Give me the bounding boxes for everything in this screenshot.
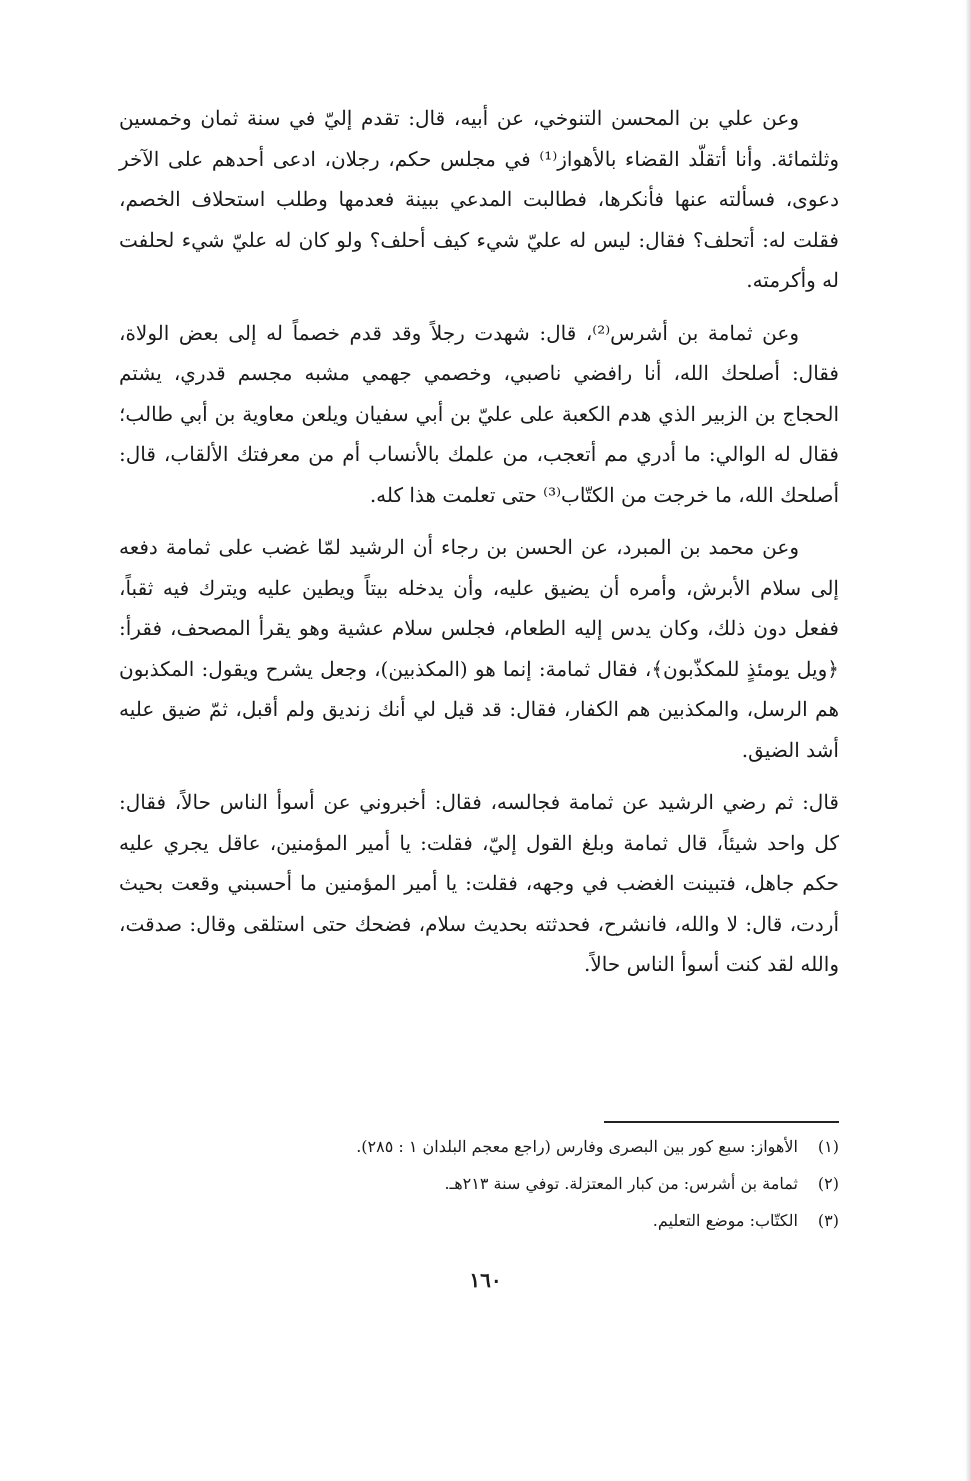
main-text	[119, 98, 839, 997]
paragraph-4: قال: ثم رضي الرشيد عن ثمامة فجالسه، فقال: أخبروني عن أسوأ الناس حالاً، فقال: كل واحد شيئاً، قال ثمامة وبلغ القول إليّ، فقلت: يا أمير المؤمنين، عاقل يجري عليه حكم جاهل، فتبينت الغضب في وجهه، فقلت: يا أمير المؤمنين ما أحسبني وقعت بحيث أردت، قال: لا والله، فانشرح، فحدثته بحديث سلام، فضحك حتى استلقى وقال: صدقت، والله لقد كنت أسوأ الناس حالاً.	[119, 790, 839, 976]
footnote-3	[119, 1202, 839, 1239]
footnote-separator	[604, 1121, 839, 1123]
footnote-text: الأهواز: سبع كور بين البصرى وفارس (راجع معجم البلدان ١ : ٢٨٥).	[356, 1137, 798, 1156]
footnotes	[119, 1128, 839, 1239]
footnote-2	[119, 1165, 839, 1202]
paragraph-1: وعن علي بن المحسن التنوخي، عن أبيه، قال: تقدم إليّ في سنة ثمان وخمسين وثلثمائة. وأنا أتقلّد القضاء بالأهواز⁽¹⁾ في مجلس حكم، رجلان، ادعى أحدهم على الآخر دعوى، فسألته عنها فأنكرها، فطالبت المدعي ببينة فعدمها وطلب استحلاف الخصم، فقلت له: أتحلف؟ فقال: ليس له عليّ شيء كيف أحلف؟ ولو كان له عليّ شيء لحلفت له وأكرمته.	[119, 106, 840, 292]
page-number: ١٦٠	[469, 1268, 502, 1292]
paragraph-3: وعن محمد بن المبرد، عن الحسن بن رجاء أن الرشيد لمّا غضب على ثمامة دفعه إلى سلام الأبرش، وأمره أن يضيق عليه، وأن يدخله بيتاً ويطين عليه ويترك فيه ثقباً، ففعل دون ذلك، وكان يدس إليه الطعام، فجلس سلام عشية وهو يقرأ المصحف، فقرأ: ﴿ويل يومئذٍ للمكذّبون﴾، فقال ثمامة: إنما هو (المكذبين)، وجعل يشرح ويقول: المكذبون هم الرسل، والمكذبين هم الكفار، فقال: قد قيل لي أنك زنديق ولم أقبل، ثمّ ضيق عليه أشد الضيق.	[119, 535, 839, 762]
footnote-text: الكتّاب: موضع التعليم.	[652, 1211, 798, 1230]
footnote-text: ثمامة بن أشرس: من كبار المعتزلة. توفي سنة ٢١٣هـ.	[444, 1174, 798, 1193]
page-edge-shadow	[965, 0, 971, 1481]
footnote-number: (٣)	[817, 1211, 839, 1230]
footnote-number: (٢)	[817, 1174, 839, 1193]
paragraph-2: وعن ثمامة بن أشرس⁽²⁾، قال: شهدت رجلاً وقد قدم خصماً له إلى بعض الولاة، فقال: أصلحك الله، أنا رافضي ناصبي، وخصمي جهمي مشبه مجسم قدري، يشتم الحجاج بن الزبير الذي هدم الكعبة على عليّ بن أبي سفيان ويلعن معاوية بن أبي طالب؛ فقال له الوالي: ما أدري مم أتعجب، من علمك بالأنساب أم من معرفتك الألقاب، قال: أصلحك الله، ما خرجت من الكتّاب⁽³⁾ حتى تعلمت هذا كله.	[119, 320, 839, 507]
footnote-1	[119, 1128, 839, 1165]
footnote-number: (١)	[817, 1137, 839, 1156]
